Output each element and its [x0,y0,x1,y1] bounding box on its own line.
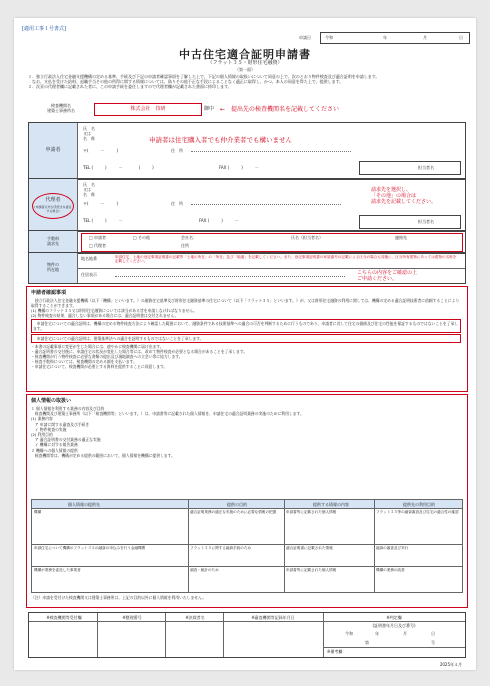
privacy-col-header: 提供の目的 [227,501,247,507]
applicant-tel: TEL ( ) － ( ) [83,165,154,170]
confirm-line: ・適合証明書の交付後に、申請住宅の状況が変化した場合等には、改めて物件検査が必要となる場合があることを了承します。 [31,349,248,354]
confirm-section [26,286,468,392]
privacy-line: 検査機関等は、機構が定める提供の範囲において、個人情報を機構に提供します。 [31,452,175,458]
confirm-line: (2) 物件検査の結果、適合しない事項がある場合には、適合証明書は交付されません。 [31,313,179,318]
property-house-label: 住居表示 [81,272,97,277]
applicant-contact-field[interactable] [359,161,461,175]
applicant-note: 申請者は住宅購入者でも仲介業者でも構いません [149,136,292,144]
agent-sublabel: (申請者以外が手続きを委任する場合) [34,205,72,213]
agent-label: 代理者 [45,197,61,203]
privacy-col-header: 提供先の利用目的 [403,501,435,507]
inspector-name-field[interactable] [94,103,202,116]
property-address-label: 地名地番 [81,256,97,261]
intro-paragraph-1: １．独立行政法人住宅金融支援機構の定める基準、手続及び下記の申請者確認事項を了解した上で、下記の個人情報の取扱いについて同意の上で、次のとおり物件検査及び適合証明を申請します。 [28,74,380,79]
agent-zip: 〒( － ) [83,201,119,206]
office-judgement-sub: (証明書年月日及び番号) [372,623,416,628]
privacy-cell: フラット３５等の融資審査及び住宅の適合性の確認 [376,510,459,514]
agent-section [28,178,466,232]
applicant-address-label: 住 所 [171,148,183,153]
privacy-col-divider [374,500,375,592]
privacy-row-divider [32,544,462,545]
office-judgement-month: 月 [403,631,407,636]
confirm-body [31,298,461,388]
footer-date: 2025年４月 [439,662,462,667]
applicant-label: 申請者 [45,147,61,153]
billing-section [28,230,466,254]
agent-tel: TEL ( ) － [83,218,123,223]
intro-paragraph-2: なお、支払を受けた給料、退職手当その他の所得に関する情報については、偽りその他不正な手段によることなく適正に取得し、かつ、本人の同意を得た上で、提供します。 [28,79,344,84]
apply-date-day: 日 [459,35,463,40]
office-judgement-year: 年 [375,631,379,636]
office-judgement-era: 令和 [345,631,353,636]
privacy-col-header: 提供する情報の内容 [313,501,349,507]
applicant-address-field[interactable] [191,151,351,152]
privacy-line: ２ 機構への個人情報の提供 [31,447,78,453]
confirm-line: 独立行政法人住宅金融支援機構（以下「機構」といいます。）の融資住宅基準及び財形住宅融資基準の住宅について（以下「フラット３５」といいます。）が、又は財形住宅融資の利用に関しては、機構の定める適合証明技術者に依頼することにより取得することができます。 [31,298,460,308]
privacy-cell: 融資の審査及び実行 [376,546,409,550]
property-label: 物件の 所在地 [47,262,59,272]
privacy-cell: 機構 [34,510,42,514]
privacy-cell: 調査・統計のため [190,568,219,572]
office-remarks-divider [323,647,465,648]
property-address-note: 申請住宅、土地の登記事項証明書の記載等「土地の所在」の「所在」及び「地番」を記載してください。また、登記事項証明書の家屋番号の記載による区分の場合も同様に、区分所有建物にあっては建物の名称を記載してください。 [115,255,457,264]
apply-date-era: 令和 [325,35,333,40]
privacy-cell: フラット３５に関する融資手続のため [190,546,252,550]
office-col-divider [323,613,324,657]
privacy-cell: 機構の業務の改善 [376,568,405,572]
office-judgement-day: 日 [431,631,435,636]
apply-date-year: 年 [383,35,387,40]
office-col-record-date: ※審査機関等記録年月日 [251,614,295,620]
privacy-col-divider [188,500,189,592]
apply-date-month: 月 [423,35,427,40]
confirm-line: 申請住宅についての適合証明は、機構の定める物件検査方法により確認した範囲において、融資条件である技術基準への適合の可否を判断するために行うものであり、申請者に対して住宅の価値及び住宅の性能を保証するものではないことを了承します。 [31,319,461,333]
form-tag: [適用工事１号書式] [22,26,66,32]
privacy-cell: 申請住宅について機構のフラット３５の融資の申込みを行う金融機関 [34,546,146,550]
inspector-label-1: 検査機関名 [51,103,71,108]
office-col-divider [165,613,166,657]
form-sheet [14,18,476,670]
privacy-line: イ 物件検査の実施 [31,426,67,432]
privacy-cell: 適合証明業務の適正な実施のために必要な情報の把握 [190,510,277,514]
property-section [28,252,466,284]
property-divider [77,268,465,269]
privacy-line: ア 適合証明書の交付業務の適正な実施 [31,437,101,443]
applicant-name-label: 氏 名 又は 名 称 [83,126,95,141]
office-col-approver: ※決裁者名 [185,614,205,620]
agent-fax: FAX ( ) － [199,218,239,223]
privacy-table [31,499,463,593]
property-house-field[interactable] [115,276,345,277]
billing-contact-label: 氏名（担当者名） [291,235,323,240]
confirm-line: 申請住宅についての適合証明は、建築基準法への適合を証明するものではないことを了承します。 [31,334,461,343]
agent-address-field[interactable] [191,204,341,205]
billing-company-label: 会社名： [181,235,197,240]
privacy-title: 個人情報の取扱い [31,398,72,404]
apply-date-label: 申請日 [299,35,311,40]
inspector-note: ← 提出先の検査機関名を記載してください [220,106,340,113]
privacy-line: ア 申請に関する審査及び手続き [31,421,90,427]
privacy-footer: （注）申請を受付けた検査機関又は建築士事務所は、上記の目的以外に個人情報を利用いたしません。 [31,595,206,600]
inspector-label-2: 建築士事務所名 [47,108,75,113]
office-judgement-no-prefix: 第 [365,640,369,645]
inspector-honorific: 御中 [204,106,215,112]
agent-name-label: 氏 名 又は 名 称 [83,182,95,197]
privacy-col-divider [284,500,285,592]
agent-address-label: 住 所 [171,201,183,206]
confirm-line: ・本書の記載事項に変更が生じた場合には、速やかに検査機関に届け出ます。 [31,344,164,349]
applicant-label-cell [29,123,78,179]
billing-phone-label: 連絡先 [395,235,407,240]
privacy-line: イ 機構に対する報告業務 [31,442,78,448]
privacy-cell: 申請書等に記載された個人情報 [286,510,337,514]
page-number: （第一面） [235,67,255,72]
privacy-cell: 適合証明書に記載された情報 [286,546,333,550]
office-col-judgement: ※判定欄 [386,614,402,620]
privacy-cell: 申請書等に記載された個人情報 [286,568,337,572]
inspector-label [36,103,86,113]
billing-option-applicant[interactable]: □ 申請者 [89,235,107,240]
privacy-line: (1) 業務内容 [31,416,53,422]
office-col-divider [97,613,98,657]
office-judgement-no-suffix: 号 [431,640,435,645]
privacy-cell: 機構が業務を委託した事業者 [34,568,81,572]
confirm-line: ・検査手数料については、検査機関の定める額を支払います。 [31,359,137,364]
office-col-number: ※整理番号 [122,614,142,620]
agent-contact-field[interactable] [359,215,461,229]
billing-label: 手数料 請求先 [47,236,59,246]
confirm-line: (1) 機構のフラット３５又は財形住宅融資については該当がある旨を申請しなければなりません。 [31,308,198,313]
agent-callout: 請求先を選択し、 「その他」の場合は 請求先を記載してください。 [371,187,437,205]
privacy-col-header: 個人情報の提供先 [68,501,100,507]
confirm-title: 申請者確認事項 [31,290,67,296]
applicant-contact-label: 担当者名 [418,165,434,170]
confirm-line: ・検査機関が行う物件検査に必要な書類の提出及び現地調査への立会い等に協力します。 [31,354,183,359]
billing-address-label: 住所 [181,243,189,248]
privacy-section [26,394,468,608]
office-remarks-label: ※備考欄 [327,649,343,654]
confirm-line: ・申請住宅について、検査機関が必要とする資料を提供することに同意します。 [31,364,168,369]
intro-text [28,74,464,101]
billing-label-cell [29,231,78,253]
applicant-section [28,122,466,180]
privacy-body [31,406,461,494]
privacy-line: (2) 利用目的 [31,432,53,438]
office-col-divider [223,613,224,657]
office-use-table [28,612,466,658]
billing-option-agent[interactable]: □ 代理者 [89,243,107,248]
property-house-note: こちらの内容をご確認の上 ご申請ください。 [357,270,418,282]
billing-option-other[interactable]: □ その他 [133,235,151,240]
agent-label-cell [29,179,78,231]
privacy-line: １ 個人情報を利用する業務の内容及び目的 [31,406,105,411]
applicant-fax: FAX ( ) － [219,165,259,170]
page-title: 中古住宅適合証明申請書 [179,48,311,61]
privacy-line: 検査機関及び建築士事務所（以下「検査機関等」といいます。）は、申請書等に記載された個人情報を、申請住宅の適合証明業務の実施のために利用します。 [31,411,304,417]
applicant-zip: 〒( － ) [83,148,119,153]
intro-paragraph-3: ２．次頁の代理者欄に記載された者に、この申請手続を委任しますので代理者欄が記載された書面に捺印します。 [28,84,232,89]
agent-contact-label: 担当者名 [418,219,434,224]
property-label-cell [29,253,78,283]
page-subtitle: （フラット３５・財形住宅融資） [207,60,283,66]
office-col-reception: ※検査機関等受付欄 [46,614,82,620]
privacy-row-divider [32,566,462,567]
inspector-name: 株式会社 技研 [130,106,166,112]
apply-date-box [299,32,470,44]
